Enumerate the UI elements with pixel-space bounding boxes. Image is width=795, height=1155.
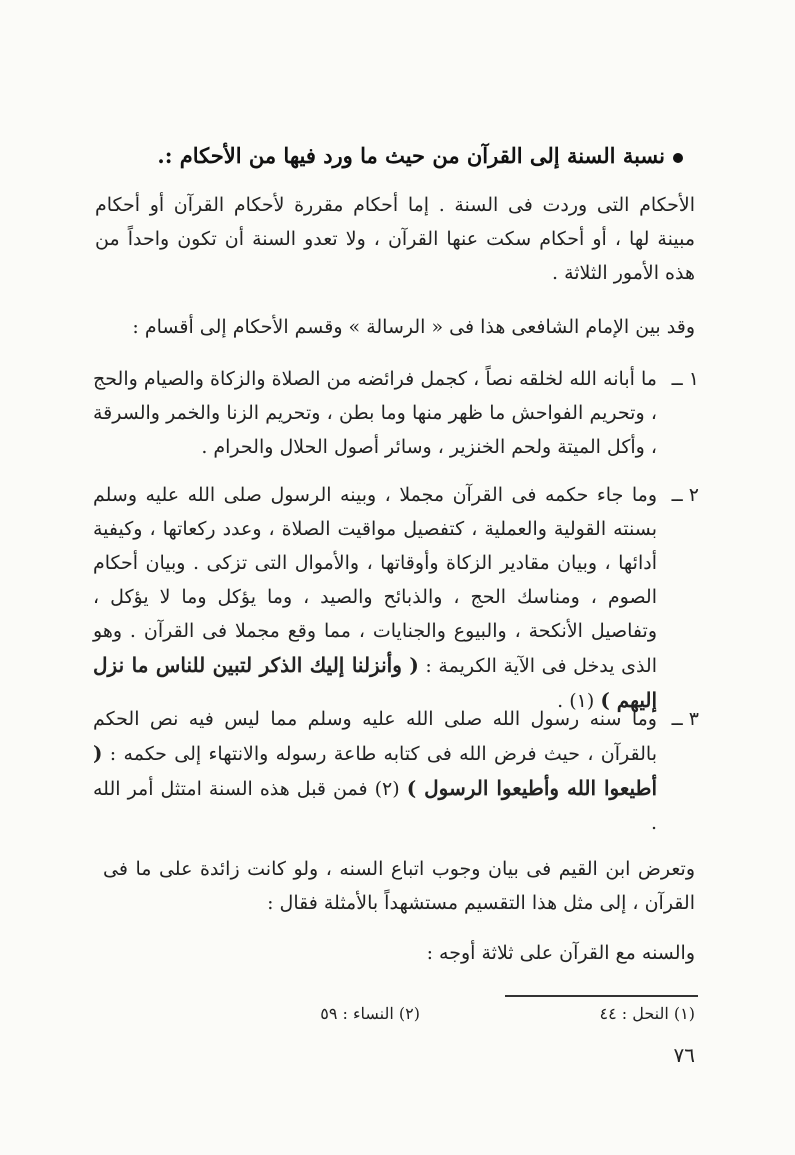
item-text: وما جاء حكمه فى القرآن مجملا ، وبينه الرسول صلى الله عليه وسلم بسنته القولية والعملية ، كتفصيل مواقيت الصلاة ، وعدد ركعاتها ، وكيفية أدائها ، وبيان مقادير الزكاة وأوقاتها ، والأموال التى تزكى . وبيان أحكام الصوم ، ومناسك الحج ، والذبائح والصيد ، وما يؤكل وما لا يؤكل ، وتفاصيل الأنكحة ، والبيوع والجنايات ، مما وقع مجملا فى القرآن . وهو الذى يدخل فى الآية الكريمة : [93,484,658,677]
item-text: وما سنه رسول الله صلى الله عليه وسلم مما ليس فيه نص الحكم بالقرآن ، حيث فرض الله فى كتابه طاعة رسوله والانتهاء إلى حكمه : [93,708,657,765]
list-item [93,362,699,464]
item-number: ١ ــ [671,368,699,390]
item-text: ما أبانه الله لخلقه نصاً ، كجمل فرائضه من الصلاة والزكاة والصيام والحج ، وتحريم الفواحش ما ظهر منها وما بطن ، وتحريم الزنا والخمر والسرقة ، وأكل الميتة ولحم الخنزير ، وسائر أصول الحلال والحرام . [93,368,657,458]
item-number: ٢ ــ [671,484,699,506]
item-number: ٣ ــ [671,708,699,730]
footnote-2: (٢) النساء : ٥٩ [320,1004,420,1023]
shafii-paragraph: وقد بين الإمام الشافعى هذا فى « الرسالة » وقسم الأحكام إلى أقسام : [132,316,695,338]
section-heading-text: نسبة السنة إلى القرآن من حيث ما ورد فيها من الأحكام :. [157,143,665,168]
footnote-reference: (٢) فمن قبل هذه السنة امتثل أمر الله . [93,778,657,834]
footnote-1: (١) النحل : ٤٤ [599,1004,695,1023]
footnote-divider [505,995,698,997]
quran-verse: ( أطيعوا الله وأطيعوا الرسول ) [93,741,657,800]
page-number: ٧٦ [673,1043,695,1067]
list-item [93,702,699,840]
ibn-qayyim-paragraph: وتعرض ابن القيم فى بيان وجوب اتباع السنه ، ولو كانت زائدة على ما فى القرآن ، إلى مثل هذا التقسيم مستشهداً بالأمثلة فقال : [103,858,695,914]
quran-verse: ( وأنزلنا إليك الذكر لتبين للناس ما نزل إليهم ) [93,653,657,712]
list-item [93,478,699,718]
three-ways-line: والسنه مع القرآن على ثلاثة أوجه : [426,942,695,964]
footnote-reference: (١) . [557,690,595,712]
section-heading [83,136,683,176]
bullet-icon [673,153,683,163]
intro-paragraph: الأحكام التى وردت فى السنة . إما أحكام مقررة لأحكام القرآن أو أحكام مبينة لها ، أو أحكام سكت عنها القرآن ، ولا تعدو السنة أن تكون واحداً من هذه الأمور الثلاثة . [95,194,695,284]
